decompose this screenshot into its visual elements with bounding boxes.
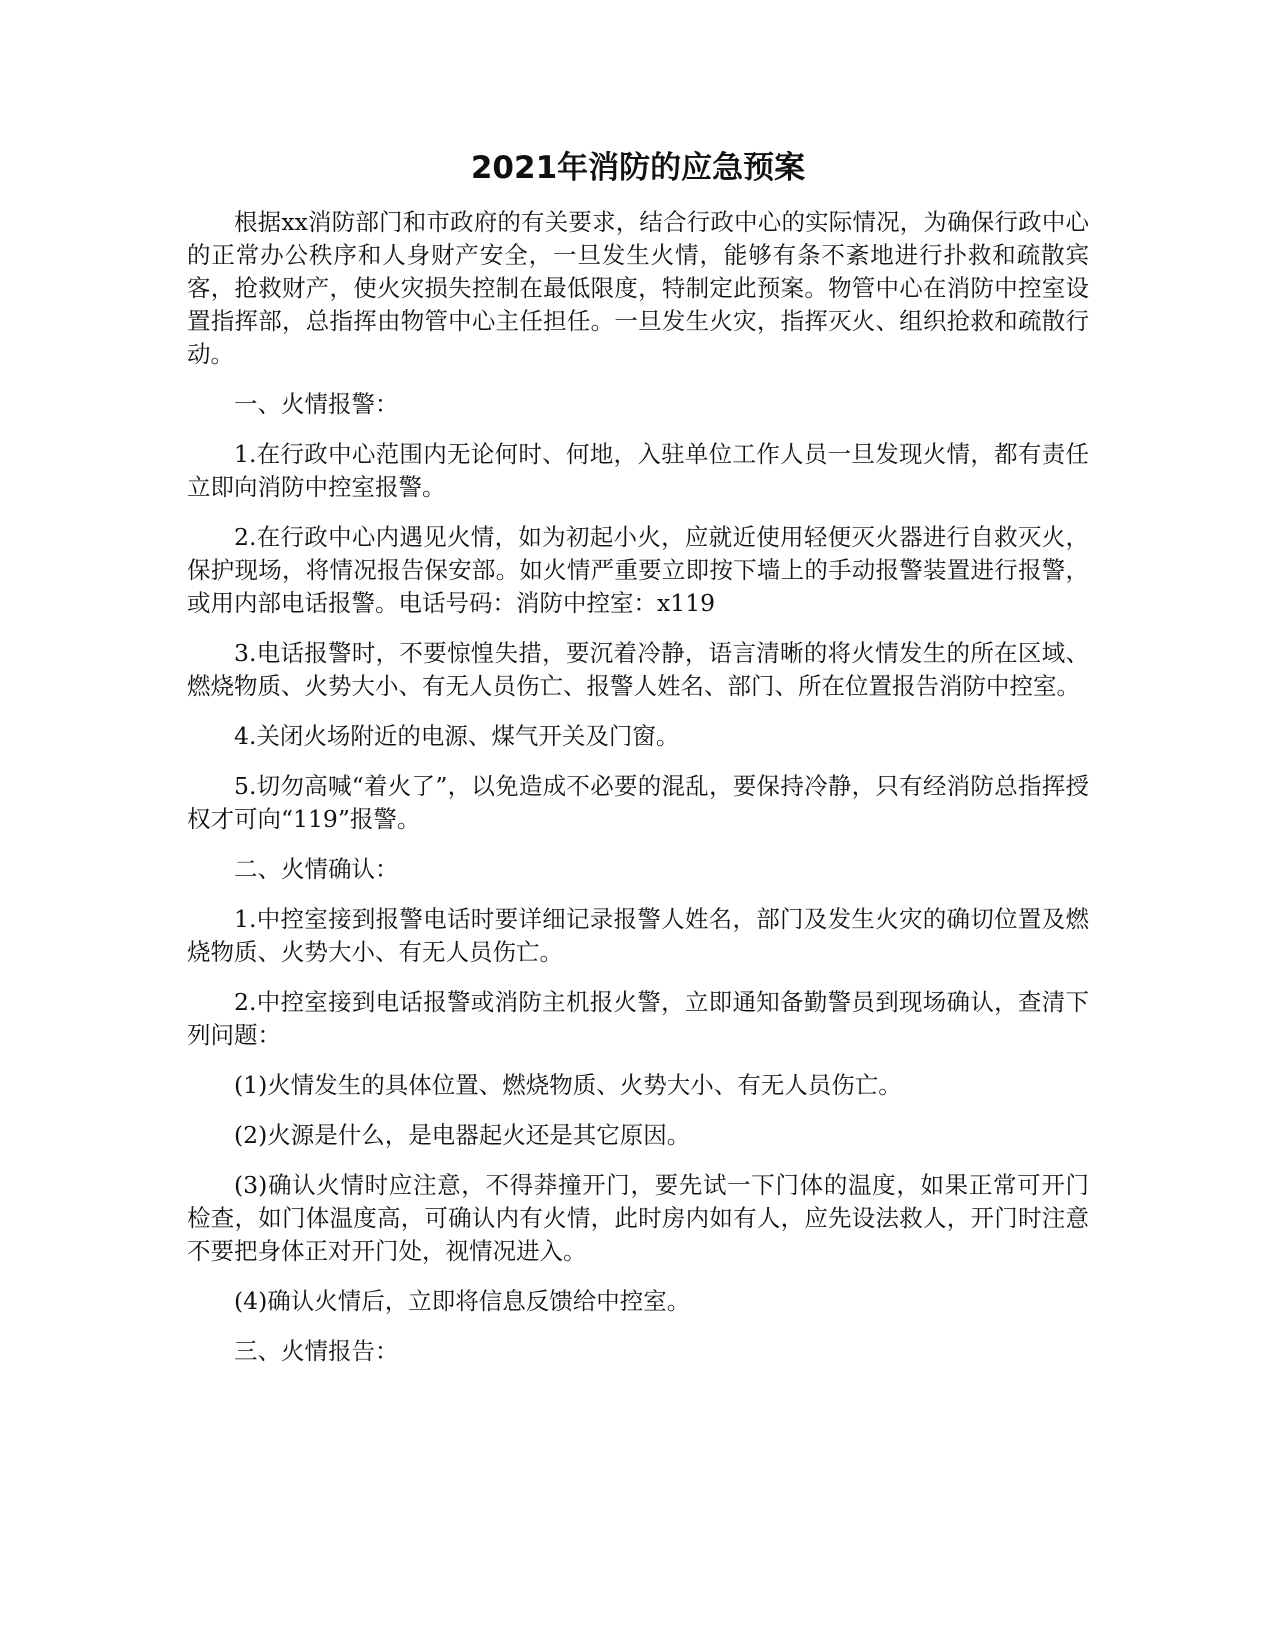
paragraph-subitem: (2)火源是什么，是电器起火还是其它原因。	[234, 1121, 691, 1149]
paragraph-item: 1.在行政中心范围内无论何时、何地，入驻单位工作人员一旦发现火情，都有责任立即向消防中控室报警。	[187, 440, 1089, 501]
section-heading-fire-alarm: 一、火情报警：	[234, 390, 399, 418]
paragraph-subitem: (4)确认火情后，立即将信息反馈给中控室。	[234, 1287, 691, 1315]
paragraph-item: 1.中控室接到报警电话时要详细记录报警人姓名，部门及发生火灾的确切位置及燃烧物质、火势大小、有无人员伤亡。	[187, 905, 1089, 966]
paragraph-item: 4.关闭火场附近的电源、煤气开关及门窗。	[234, 722, 680, 750]
paragraph-subitem: (3)确认火情时应注意，不得莽撞开门，要先试一下门体的温度，如果正常可开门检查，如门体温度高，可确认内有火情，此时房内如有人，应先设法救人，开门时注意不要把身体正对开门处，视情况进入。	[187, 1171, 1089, 1265]
document-page	[187, 148, 1089, 1385]
paragraph-subitem: (1)火情发生的具体位置、燃烧物质、火势大小、有无人员伤亡。	[234, 1071, 902, 1099]
paragraph-item: 3.电话报警时，不要惊惶失措，要沉着冷静，语言清晰的将火情发生的所在区域、燃烧物质、火势大小、有无人员伤亡、报警人姓名、部门、所在位置报告消防中控室。	[187, 639, 1089, 700]
intro-paragraph: 根据xx消防部门和市政府的有关要求，结合行政中心的实际情况，为确保行政中心的正常办公秩序和人身财产安全，一旦发生火情，能够有条不紊地进行扑救和疏散宾客，抢救财产，使火灾损失控制在最低限度，特制定此预案。物管中心在消防中控室设置指挥部，总指挥由物管中心主任担任。一旦发生火灾，指挥灭火、组织抢救和疏散行动。	[187, 208, 1089, 368]
document-title: 2021年消防的应急预案	[470, 150, 806, 186]
paragraph-item: 5.切勿高喊“着火了”，以免造成不必要的混乱，要保持冷静，只有经消防总指挥授权才可向“119”报警。	[187, 772, 1089, 833]
paragraph-item: 2.中控室接到电话报警或消防主机报火警，立即通知备勤警员到现场确认，查清下列问题：	[187, 988, 1089, 1049]
section-heading-fire-report: 三、火情报告：	[234, 1337, 399, 1365]
paragraph-item: 2.在行政中心内遇见火情，如为初起小火，应就近使用轻便灭火器进行自救灭火，保护现场，将情况报告保安部。如火情严重要立即按下墙上的手动报警装置进行报警，或用内部电话报警。电话号码：消防中控室：x119	[187, 523, 1089, 617]
section-heading-fire-confirm: 二、火情确认：	[234, 855, 399, 883]
